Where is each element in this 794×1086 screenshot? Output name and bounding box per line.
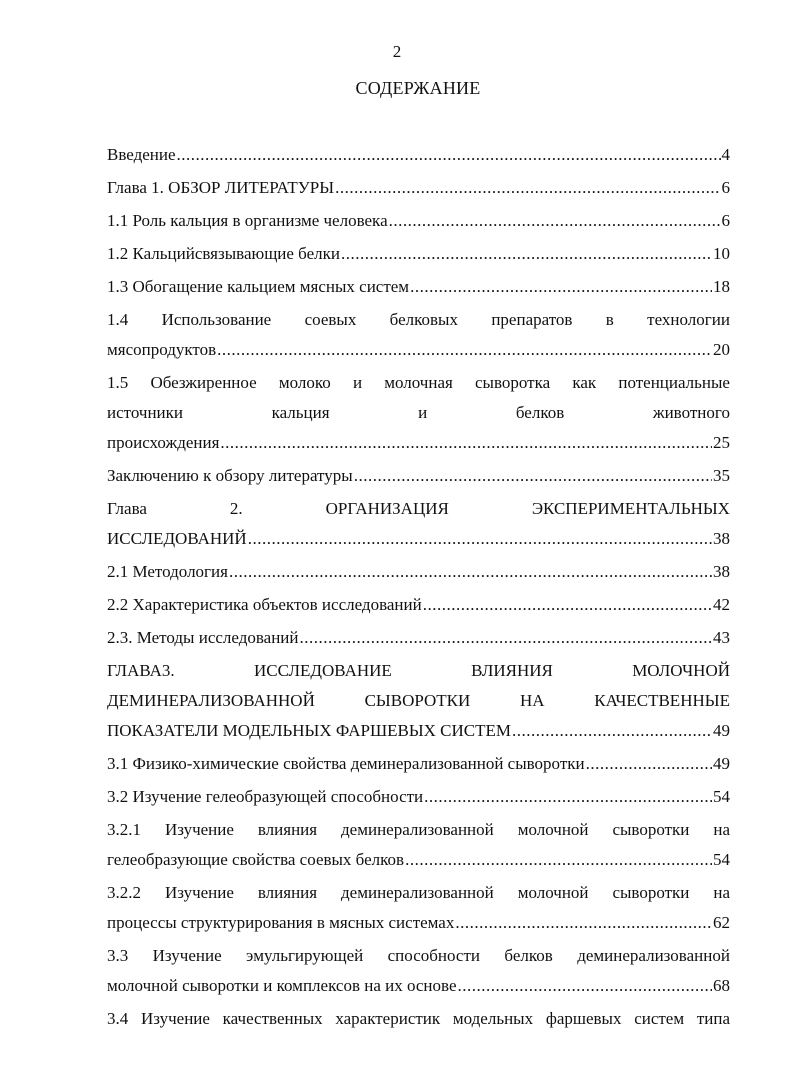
toc-entry-label: Глава 1. ОБЗОР ЛИТЕРАТУРЫ: [107, 178, 335, 197]
toc-word: Использование: [161, 310, 272, 329]
toc-word: 3.2.1: [107, 820, 141, 839]
toc-page-number: 6: [721, 211, 730, 230]
toc-entry-label: 1.3 Обогащение кальцием мясных систем: [107, 277, 410, 296]
toc-word: качественных: [222, 1009, 323, 1028]
toc-word: молоко: [278, 373, 331, 392]
toc-word: влияния: [257, 820, 318, 839]
toc-spacer: [107, 1034, 730, 1037]
toc-word: 3.2.2: [107, 883, 141, 902]
toc-dot-leader: [341, 239, 712, 269]
toc-entry: [107, 656, 730, 746]
toc-entry: [107, 878, 730, 938]
toc-word: ЭКСПЕРИМЕНТАЛЬНЫХ: [531, 499, 730, 518]
toc-dot-leader: [217, 335, 712, 365]
toc-word: Изучение: [140, 1009, 210, 1028]
toc-word: 1.4: [107, 310, 129, 329]
toc-page-number: 49: [713, 754, 730, 773]
toc-entry-label: Заключению к обзору литературы: [107, 466, 353, 485]
toc-entry-label: молочной сыворотки и комплексов на их основе: [107, 976, 457, 995]
toc-word: Изучение: [164, 820, 234, 839]
toc-word: 3.4: [107, 1009, 129, 1028]
toc-row: [107, 140, 730, 170]
toc-entry: [107, 140, 730, 170]
toc-entry: [107, 623, 730, 653]
toc-word: МОЛОЧНОЙ: [632, 661, 730, 680]
toc-entry-label: ИССЛЕДОВАНИЙ: [107, 529, 247, 548]
toc-word: потенциальные: [618, 373, 730, 392]
toc-word: деминерализованной: [577, 946, 730, 965]
toc-justified-line: [107, 494, 730, 524]
toc-word: Изучение: [164, 883, 234, 902]
toc-row: [107, 272, 730, 302]
table-of-contents: [107, 140, 730, 1037]
toc-row: [107, 239, 730, 269]
toc-dot-leader: [410, 272, 712, 302]
toc-word: белков: [504, 946, 553, 965]
toc-page-number: 62: [713, 913, 730, 932]
toc-row: [107, 845, 730, 875]
toc-word: Изучение: [152, 946, 222, 965]
toc-row: [107, 461, 730, 491]
toc-page-number: 54: [713, 850, 730, 869]
toc-row: [107, 716, 730, 746]
toc-word: деминерализованной: [341, 820, 494, 839]
toc-word: технологии: [647, 310, 730, 329]
toc-entry: [107, 590, 730, 620]
toc-word: молочной: [517, 883, 589, 902]
toc-word: характеристик: [335, 1009, 441, 1028]
toc-entry: [107, 206, 730, 236]
toc-entry: [107, 557, 730, 587]
toc-word: ВЛИЯНИЯ: [471, 661, 553, 680]
toc-entry-label: Введение: [107, 145, 176, 164]
toc-word: животного: [652, 403, 730, 422]
toc-entry-label: происхождения: [107, 433, 220, 452]
toc-entry-label: 3.1 Физико-химические свойства деминерализованной сыворотки: [107, 754, 585, 773]
toc-word: молочной: [517, 820, 589, 839]
toc-dot-leader: [424, 782, 712, 812]
toc-word: влияния: [257, 883, 318, 902]
toc-word: 1.5: [107, 373, 129, 392]
toc-word: молочная: [384, 373, 453, 392]
toc-entry-label: 2.1 Методология: [107, 562, 228, 581]
toc-word: типа: [696, 1009, 730, 1028]
toc-word: ОРГАНИЗАЦИЯ: [325, 499, 449, 518]
toc-word: ДЕМИНЕРАЛИЗОВАННОЙ: [107, 691, 315, 710]
toc-page-number: 25: [713, 433, 730, 452]
toc-word: 3.3: [107, 946, 129, 965]
toc-row: [107, 173, 730, 203]
toc-row: [107, 782, 730, 812]
toc-row: [107, 524, 730, 554]
toc-page-number: 49: [713, 721, 730, 740]
toc-entry: [107, 494, 730, 554]
toc-word: препаратов: [491, 310, 573, 329]
toc-word: модельных: [452, 1009, 534, 1028]
toc-justified-line: [107, 686, 730, 716]
toc-page-number: 6: [721, 178, 730, 197]
toc-dot-leader: [423, 590, 712, 620]
toc-entry: [107, 941, 730, 1001]
toc-justified-line: [107, 815, 730, 845]
toc-page-number: 10: [713, 244, 730, 263]
toc-justified-line: [107, 941, 730, 971]
toc-row: [107, 590, 730, 620]
toc-word: 2.: [229, 499, 243, 518]
page-number: 2: [392, 42, 402, 61]
toc-word: кальция: [271, 403, 330, 422]
toc-dot-leader: [300, 623, 712, 653]
toc-word: деминерализованной: [341, 883, 494, 902]
toc-word: систем: [634, 1009, 685, 1028]
toc-dot-leader: [389, 206, 721, 236]
toc-page-number: 68: [713, 976, 730, 995]
toc-word: белков: [515, 403, 565, 422]
toc-row: [107, 908, 730, 938]
toc-page-number: 20: [713, 340, 730, 359]
toc-page-number: 38: [713, 529, 730, 548]
toc-word: Глава: [107, 499, 147, 518]
toc-dot-leader: [458, 971, 712, 1001]
toc-justified-line: [107, 398, 730, 428]
toc-page-number: 35: [713, 466, 730, 485]
toc-dot-leader: [220, 428, 712, 458]
toc-word: СЫВОРОТКИ: [364, 691, 471, 710]
toc-row: [107, 623, 730, 653]
toc-entry: [107, 239, 730, 269]
toc-word: ГЛАВА3.: [107, 661, 175, 680]
toc-word: на: [713, 820, 730, 839]
toc-row: [107, 971, 730, 1001]
toc-dot-leader: [512, 716, 712, 746]
toc-word: КАЧЕСТВЕННЫЕ: [594, 691, 730, 710]
toc-entry: [107, 461, 730, 491]
toc-entry-label: 1.2 Кальцийсвязывающие белки: [107, 244, 340, 263]
toc-word: НА: [520, 691, 545, 710]
toc-page-number: 18: [713, 277, 730, 296]
toc-word: сыворотки: [612, 820, 690, 839]
toc-entry: [107, 815, 730, 875]
page-title: СОДЕРЖАНИЕ: [355, 78, 481, 98]
toc-word: как: [572, 373, 597, 392]
toc-row: [107, 428, 730, 458]
toc-dot-leader: [354, 461, 712, 491]
toc-entry: [107, 272, 730, 302]
toc-row: [107, 206, 730, 236]
toc-word: ИССЛЕДОВАНИЕ: [253, 661, 392, 680]
toc-word: в: [605, 310, 614, 329]
toc-page-number: 54: [713, 787, 730, 806]
toc-word: соевых: [304, 310, 357, 329]
toc-dot-leader: [455, 908, 712, 938]
toc-dot-leader: [335, 173, 720, 203]
toc-word: фаршевых: [545, 1009, 622, 1028]
toc-page-number: 38: [713, 562, 730, 581]
toc-entry: [107, 368, 730, 458]
toc-justified-line: [107, 656, 730, 686]
toc-entry-label: 3.2 Изучение гелеобразующей способности: [107, 787, 424, 806]
toc-justified-line: [107, 878, 730, 908]
toc-entry: [107, 1004, 730, 1034]
toc-word: способности: [387, 946, 480, 965]
toc-entry-label: 2.3. Методы исследований: [107, 628, 299, 647]
toc-entry: [107, 173, 730, 203]
toc-entry: [107, 305, 730, 365]
toc-word: и: [352, 373, 363, 392]
toc-entry-label: ПОКАЗАТЕЛИ МОДЕЛЬНЫХ ФАРШЕВЫХ СИСТЕМ: [107, 721, 512, 740]
toc-justified-line: [107, 368, 730, 398]
toc-dot-leader: [229, 557, 712, 587]
toc-dot-leader: [177, 140, 721, 170]
toc-word: белковых: [389, 310, 458, 329]
toc-entry-label: гелеобразующие свойства соевых белков: [107, 850, 405, 869]
toc-dot-leader: [248, 524, 712, 554]
toc-dot-leader: [405, 845, 712, 875]
toc-word: на: [713, 883, 730, 902]
toc-page-number: 42: [713, 595, 730, 614]
toc-page-number: 4: [721, 145, 730, 164]
toc-word: Обезжиренное: [150, 373, 257, 392]
toc-word: источники: [107, 403, 184, 422]
toc-entry-label: 1.1 Роль кальция в организме человека: [107, 211, 388, 230]
toc-entry-label: процессы структурирования в мясных системах: [107, 913, 455, 932]
toc-entry-label: 2.2 Характеристика объектов исследований: [107, 595, 422, 614]
toc-row: [107, 557, 730, 587]
toc-entry-label: мясопродуктов: [107, 340, 217, 359]
toc-justified-line: [107, 1004, 730, 1034]
toc-page-number: 43: [713, 628, 730, 647]
toc-row: [107, 749, 730, 779]
toc-dot-leader: [586, 749, 712, 779]
toc-entry: [107, 782, 730, 812]
toc-word: эмульгирующей: [246, 946, 364, 965]
toc-entry: [107, 749, 730, 779]
toc-word: сыворотка: [475, 373, 551, 392]
toc-justified-line: [107, 305, 730, 335]
toc-word: сыворотки: [612, 883, 690, 902]
toc-row: [107, 335, 730, 365]
toc-word: и: [418, 403, 428, 422]
